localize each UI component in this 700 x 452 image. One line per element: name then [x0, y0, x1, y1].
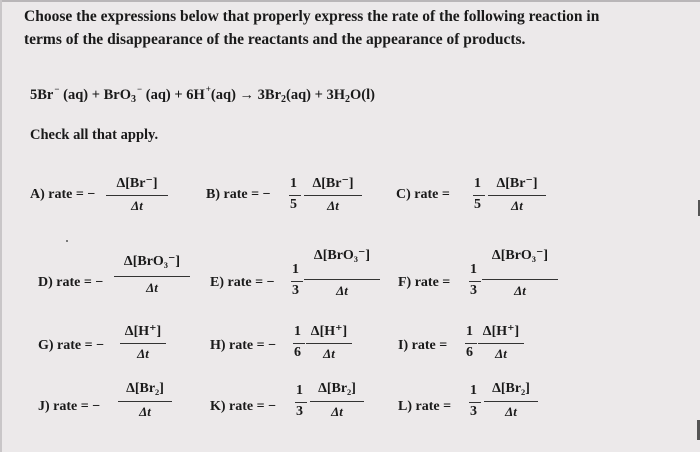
option-i-coefficient	[466, 324, 476, 364]
eq-part-6: O(l)	[350, 87, 375, 103]
option-b-numerator: Δ[Br⁻]	[312, 176, 354, 191]
fraction-bar	[120, 343, 166, 344]
fraction-bar	[310, 401, 364, 402]
coef-bar	[295, 402, 307, 403]
option-k-numerator: Δ[Br₂]	[318, 381, 356, 396]
eq-sub-5: 2	[345, 94, 351, 105]
eq-sub-2: 3	[131, 94, 136, 105]
option-c-coefficient	[474, 176, 484, 216]
option-c-coef-bot: 5	[474, 197, 481, 212]
option-f-coef-top: 1	[470, 262, 477, 277]
option-j-numerator: Δ[Br₂]	[126, 381, 164, 396]
option-b-denominator: Δt	[327, 198, 339, 213]
option-a-label[interactable]: A) rate = −	[30, 187, 96, 202]
option-l-coef-bot: 3	[470, 404, 477, 419]
eq-part-5: (aq) + 3H	[286, 87, 346, 103]
eq-part-1: 5Br	[30, 87, 54, 103]
fraction-bar	[488, 195, 546, 196]
option-h-denominator: Δt	[323, 346, 335, 361]
option-l-coefficient	[470, 383, 480, 423]
decorative-dot	[66, 240, 68, 242]
instruction-text: Check all that apply.	[30, 127, 159, 143]
option-h-coef-bot: 6	[294, 345, 301, 360]
option-l-denominator: Δt	[505, 404, 517, 419]
option-b-coefficient	[290, 176, 300, 216]
option-k-fraction	[310, 381, 364, 425]
eq-sub-4: 2	[281, 94, 287, 105]
option-e-label[interactable]: E) rate = −	[210, 275, 275, 290]
eq-charge-1: −	[54, 84, 60, 94]
option-h-coef-top: 1	[294, 324, 301, 339]
option-d-fraction	[114, 249, 190, 301]
option-b-label[interactable]: B) rate = −	[206, 187, 271, 202]
option-k-label[interactable]: K) rate = −	[210, 399, 277, 414]
option-f-denominator: Δt	[514, 283, 526, 298]
option-l-numerator: Δ[Br₂]	[492, 381, 530, 396]
option-h-numerator: Δ[H⁺]	[310, 324, 348, 339]
option-c-numerator: Δ[Br⁻]	[496, 176, 538, 191]
option-b-coef-bot: 5	[290, 197, 297, 212]
fraction-bar	[114, 276, 190, 277]
option-c-denominator: Δt	[511, 198, 523, 213]
eq-part-3: (aq) + 6H	[142, 87, 205, 103]
coef-bar	[293, 343, 305, 344]
option-g-fraction	[120, 323, 166, 367]
option-i-coef-bot: 6	[466, 345, 473, 360]
option-e-denominator: Δt	[336, 283, 348, 298]
fraction-bar	[304, 279, 380, 280]
eq-part-4: (aq) → 3Br	[210, 87, 282, 103]
option-l-fraction	[484, 381, 538, 425]
fraction-bar	[306, 343, 352, 344]
option-e-coefficient	[292, 262, 302, 302]
question-line-2: terms of the disappearance of the reactants and the appearance of products.	[24, 31, 526, 48]
option-l-label[interactable]: L) rate =	[398, 399, 452, 414]
option-c-coef-top: 1	[474, 176, 481, 191]
coef-bar	[289, 195, 301, 196]
top-border	[0, 0, 700, 2]
fraction-bar	[478, 343, 524, 344]
option-g-denominator: Δt	[137, 346, 149, 361]
option-k-denominator: Δt	[331, 404, 343, 419]
coef-bar	[465, 343, 477, 344]
option-f-coef-bot: 3	[470, 283, 477, 298]
eq-charge-2: −	[137, 84, 143, 94]
option-i-numerator: Δ[H⁺]	[482, 324, 520, 339]
option-e-coef-top: 1	[292, 262, 299, 277]
option-b-coef-top: 1	[290, 176, 297, 191]
question-line-1: Choose the expressions below that properly express the rate of the following reaction in	[24, 8, 600, 25]
eq-charge-3: +	[205, 84, 211, 94]
coef-bar	[469, 402, 481, 403]
option-h-label[interactable]: H) rate = −	[210, 338, 277, 353]
option-f-fraction	[482, 243, 558, 299]
coef-bar	[473, 195, 485, 196]
coef-bar	[469, 281, 481, 282]
option-k-coef-top: 1	[296, 383, 303, 398]
coef-bar	[291, 281, 303, 282]
option-d-label[interactable]: D) rate = −	[38, 275, 104, 290]
eq-part-2: (aq) + BrO	[59, 87, 131, 103]
option-j-label[interactable]: J) rate = −	[38, 399, 101, 414]
option-g-numerator: Δ[H⁺]	[124, 324, 162, 339]
option-e-numerator: Δ[BrO₃⁻]	[313, 248, 371, 263]
option-h-coefficient	[294, 324, 304, 364]
fraction-bar	[484, 401, 538, 402]
fraction-bar	[106, 195, 168, 196]
option-k-coef-bot: 3	[296, 404, 303, 419]
option-k-coefficient	[296, 383, 306, 423]
fraction-bar	[482, 279, 558, 280]
option-a-denominator: Δt	[131, 198, 143, 213]
option-b-fraction	[304, 175, 362, 215]
option-d-numerator: Δ[BrO₃⁻]	[123, 254, 181, 269]
option-j-denominator: Δt	[139, 404, 151, 419]
option-f-coefficient	[470, 262, 480, 302]
option-a-fraction	[106, 175, 168, 215]
option-h-fraction	[306, 323, 352, 367]
option-g-label[interactable]: G) rate = −	[38, 338, 105, 353]
option-a-numerator: Δ[Br⁻]	[116, 176, 158, 191]
option-i-coef-top: 1	[466, 324, 473, 339]
option-e-coef-bot: 3	[292, 283, 299, 298]
left-border	[0, 0, 2, 452]
option-f-label[interactable]: F) rate =	[398, 275, 451, 290]
option-d-denominator: Δt	[146, 280, 158, 295]
option-i-label[interactable]: I) rate =	[398, 338, 448, 353]
option-i-fraction	[478, 323, 524, 367]
fraction-bar	[118, 401, 172, 402]
option-i-denominator: Δt	[495, 346, 507, 361]
option-l-coef-top: 1	[470, 383, 477, 398]
option-e-fraction	[304, 243, 380, 299]
option-j-fraction	[118, 381, 172, 425]
option-c-label[interactable]: C) rate =	[396, 187, 450, 202]
option-f-numerator: Δ[BrO₃⁻]	[491, 248, 549, 263]
fraction-bar	[304, 195, 362, 196]
option-c-fraction	[488, 175, 546, 215]
reaction-equation	[30, 84, 375, 105]
